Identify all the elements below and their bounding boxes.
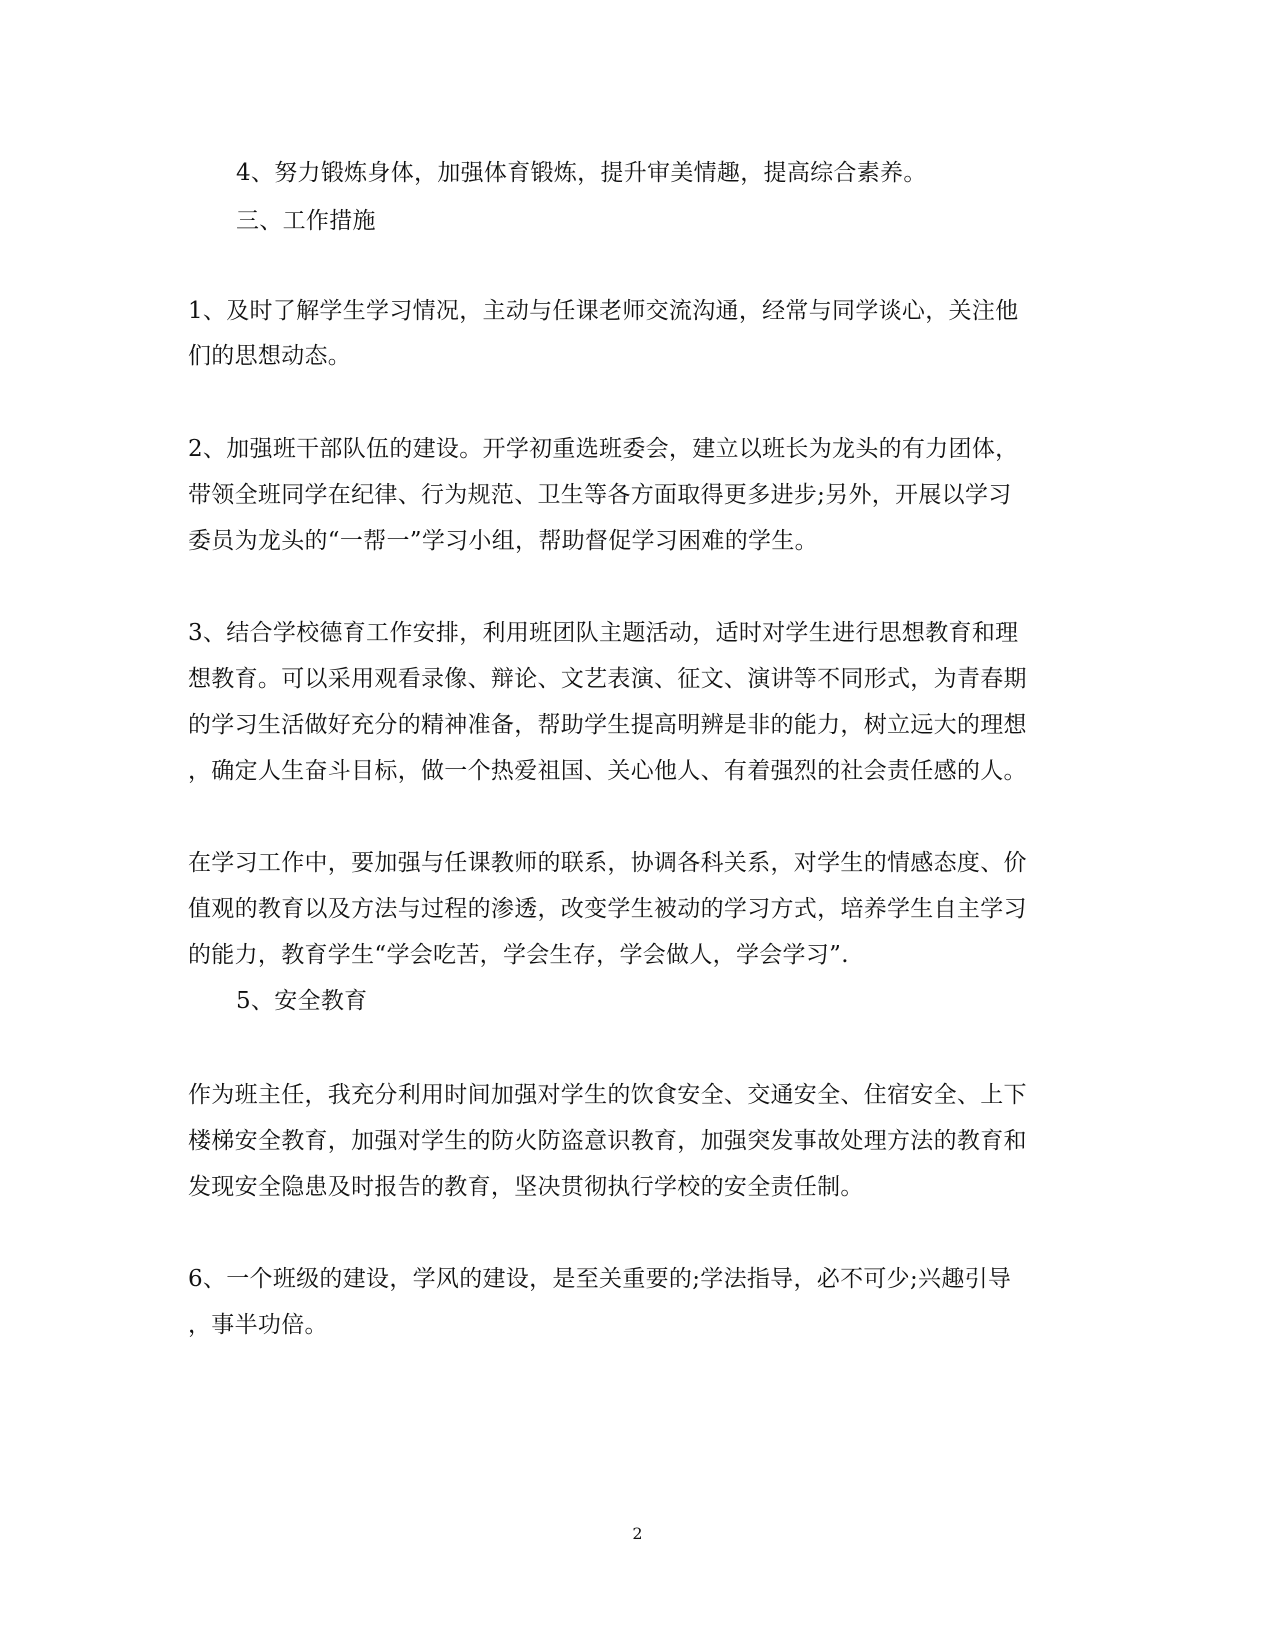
text-line: ，事半功倍。 [188, 1312, 328, 1338]
text-line: 楼梯安全教育，加强对学生的防火防盗意识教育，加强突发事故处理方法的教育和 [188, 1128, 1027, 1154]
text-line: 2、加强班干部队伍的建设。开学初重选班委会，建立以班长为龙头的有力团体， [188, 436, 1019, 462]
text-line: 在学习工作中，要加强与任课教师的联系，协调各科关系，对学生的情感态度、价 [188, 850, 1027, 876]
text-line: 带领全班同学在纪律、行为规范、卫生等各方面取得更多进步;另外，开展以学习 [188, 482, 1012, 508]
text-line: 的学习生活做好充分的精神准备，帮助学生提高明辨是非的能力，树立远大的理想 [188, 712, 1027, 738]
text-line: 值观的教育以及方法与过程的渗透，改变学生被动的学习方式，培养学生自主学习 [188, 896, 1027, 922]
page-number: 2 [632, 1524, 643, 1543]
text-line: 作为班主任，我充分利用时间加强对学生的饮食安全、交通安全、住宿安全、上下 [188, 1082, 1027, 1108]
section-heading: 5、安全教育 [236, 988, 368, 1014]
text-line: 发现安全隐患及时报告的教育，坚决贯彻执行学校的安全责任制。 [188, 1174, 864, 1200]
section-heading: 三、工作措施 [236, 208, 376, 234]
text-line: ，确定人生奋斗目标，做一个热爱祖国、关心他人、有着强烈的社会责任感的人。 [188, 758, 1027, 784]
text-line: 的能力，教育学生“学会吃苦，学会生存，学会做人，学会学习”. [188, 942, 849, 968]
text-line: 想教育。可以采用观看录像、辩论、文艺表演、征文、演讲等不同形式，为青春期 [188, 666, 1027, 692]
text-line: 3、结合学校德育工作安排，利用班团队主题活动，适时对学生进行思想教育和理 [188, 620, 1019, 646]
text-line: 4、努力锻炼身体，加强体育锻炼，提升审美情趣，提高综合素养。 [236, 160, 927, 186]
text-line: 6、一个班级的建设，学风的建设，是至关重要的;学法指导，必不可少;兴趣引导 [188, 1266, 1012, 1292]
text-line: 1、及时了解学生学习情况，主动与任课老师交流沟通，经常与同学谈心，关注他 [188, 298, 1019, 324]
text-line: 们的思想动态。 [188, 343, 352, 369]
text-line: 委员为龙头的“一帮一”学习小组，帮助督促学习困难的学生。 [188, 528, 818, 554]
